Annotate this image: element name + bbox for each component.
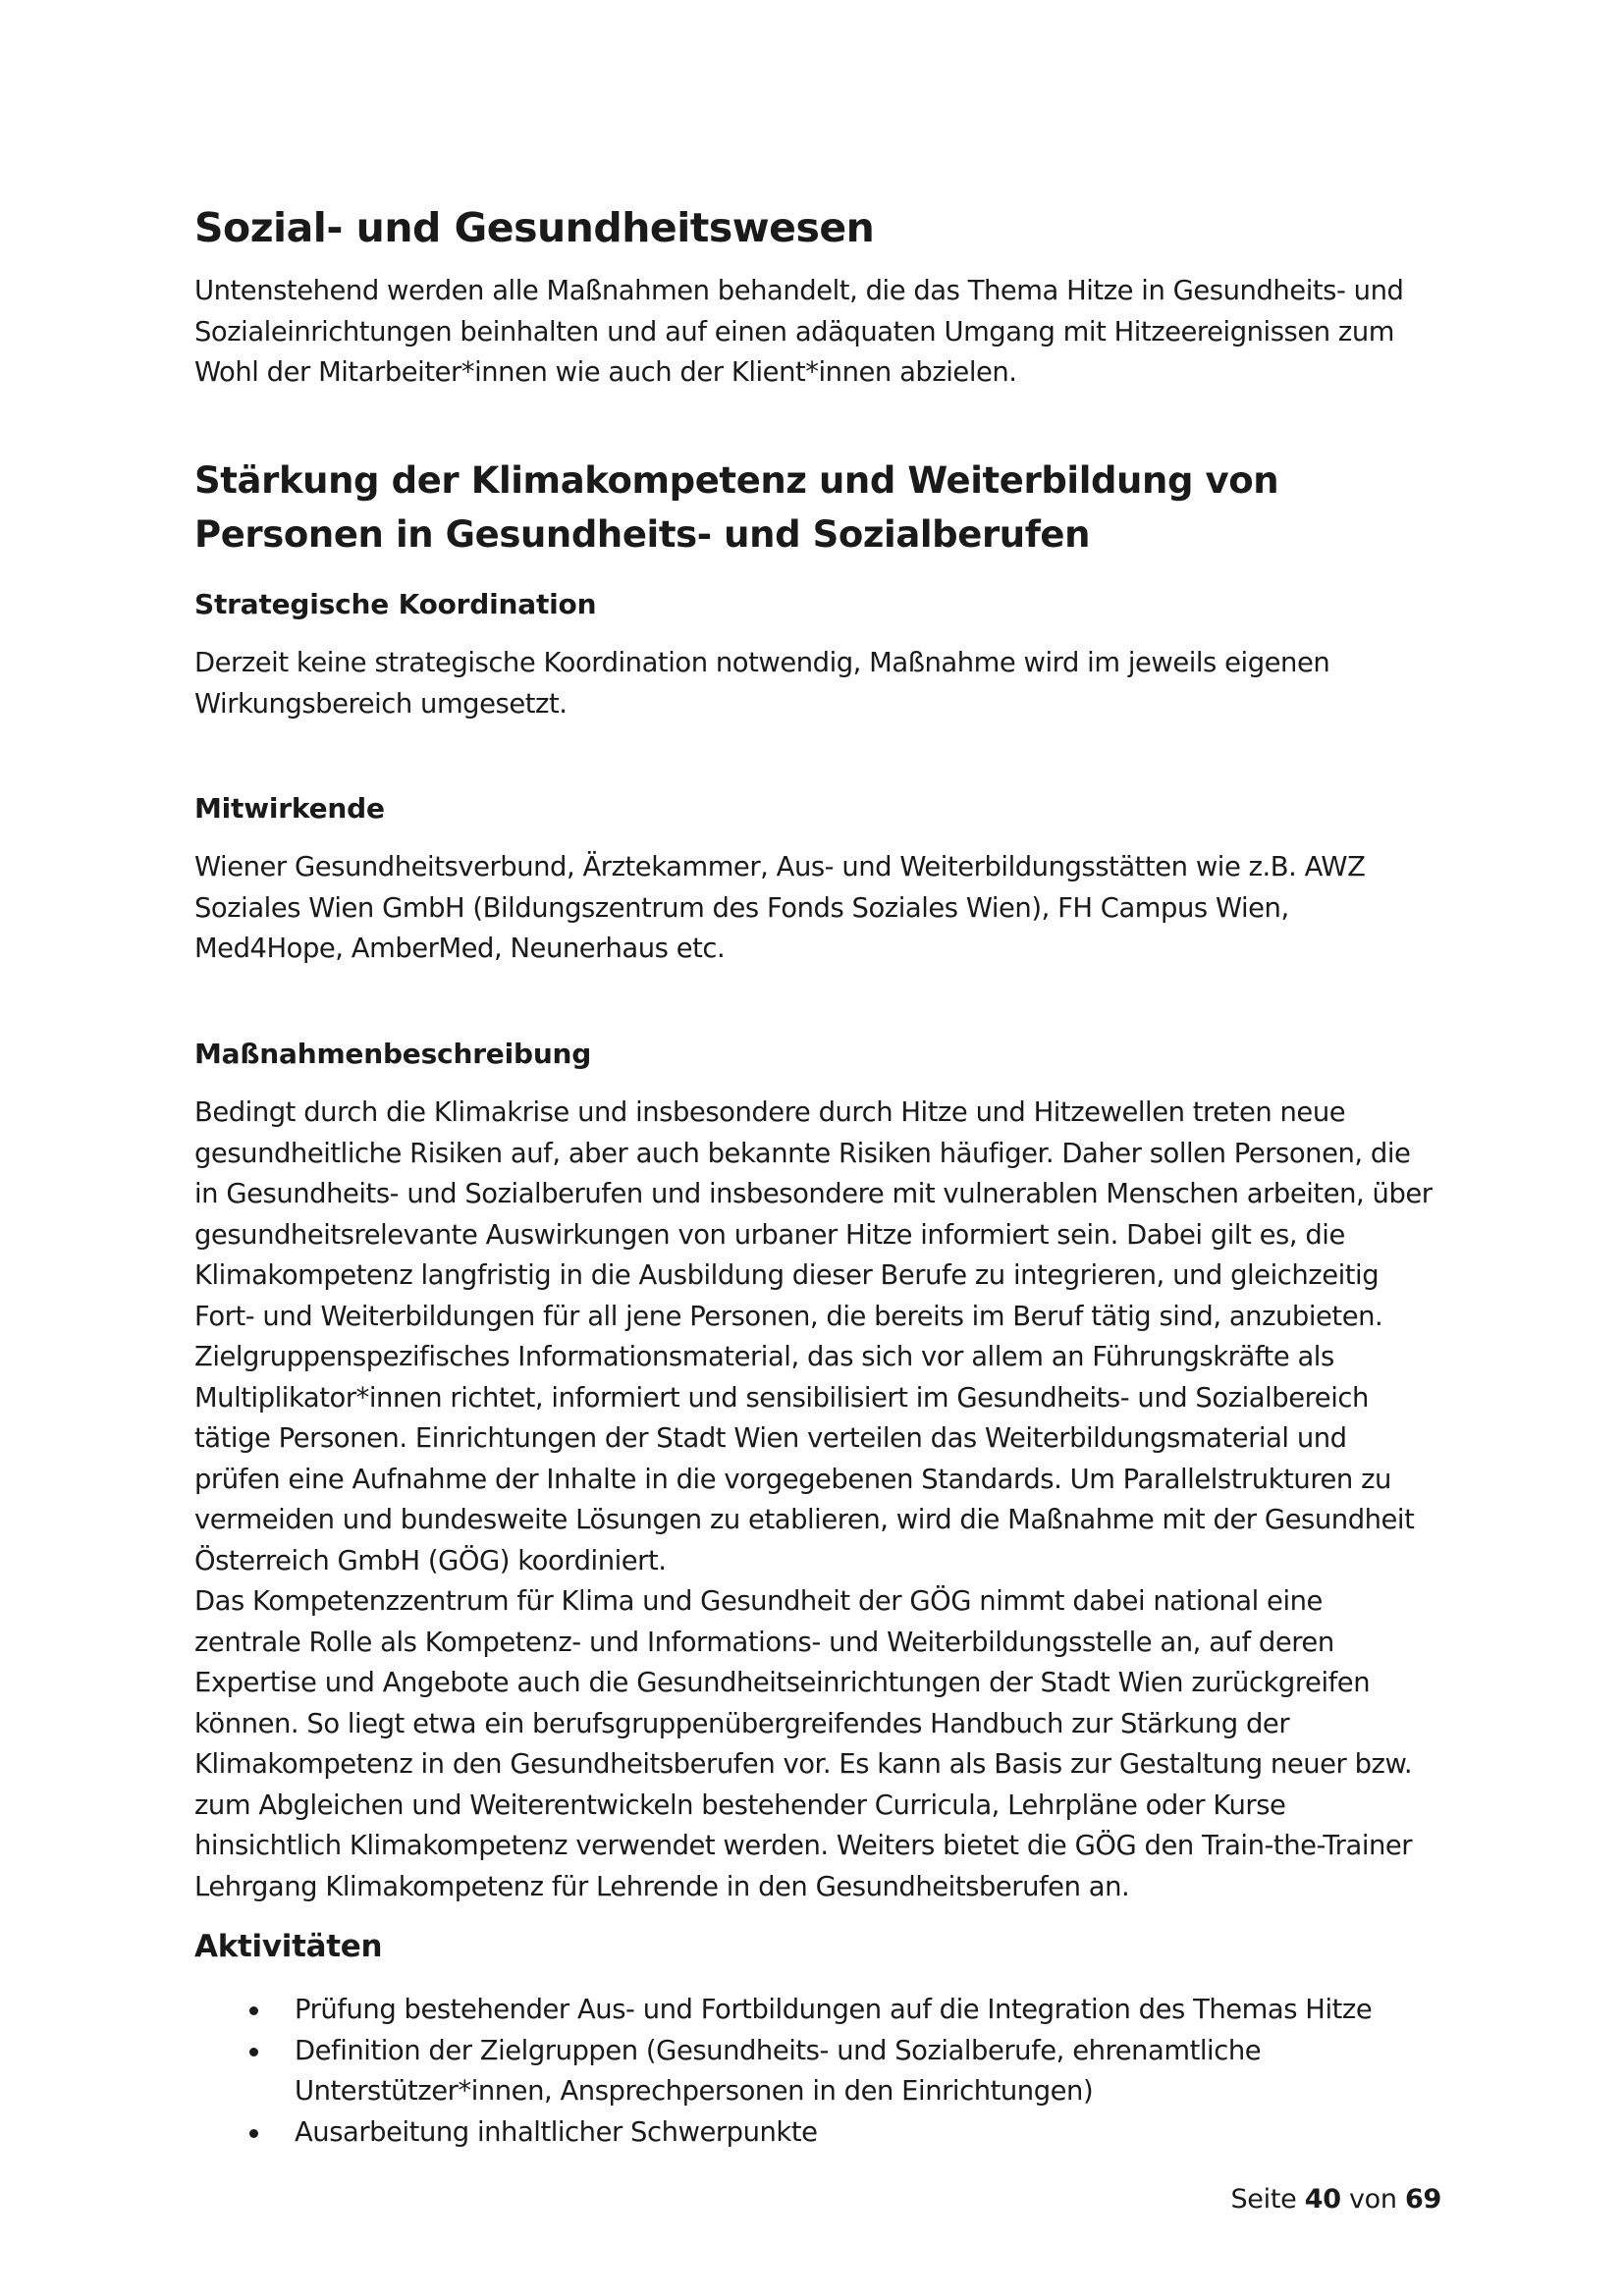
- page-number: [1230, 2180, 1441, 2219]
- bullet-icon: [249, 2006, 258, 2015]
- current-page: 40: [1304, 2184, 1341, 2215]
- bullet-icon: [249, 2048, 258, 2056]
- page-label: Seite: [1230, 2184, 1297, 2215]
- activity-text: Prüfung bestehender Aus- und Fortbildungen auf die Integration des Themas Hitze: [295, 1995, 1373, 2025]
- activity-text: Ausarbeitung inhaltlicher Schwerpunkte: [295, 2116, 818, 2148]
- list-item: [194, 1990, 1436, 2031]
- participants-heading: Mitwirkende: [194, 792, 385, 825]
- measure-title: Stärkung der Klimakompetenz und Weiterbildung von Personen in Gesundheits- und Sozialberufen: [194, 459, 1279, 556]
- section-intro: Untenstehend werden alle Maßnahmen behandelt, die das Thema Hitze in Gesundheits- und Sozialeinrichtungen beinhalten und auf einen adäquaten Umgang mit Hitzeereignissen zum Wohl der Mitarbeiter*innen wie auch der Klient*innen abzielen.: [194, 276, 1404, 388]
- participants-text: Wiener Gesundheitsverbund, Ärztekammer, Aus- und Weiterbildungsstätten wie z.B. AWZ Soziales Wien GmbH (Bildungszentrum des Fonds Soziales Wien), FH Campus Wien, Med4Hope, AmberMed, Neunerhaus etc.: [194, 852, 1366, 964]
- list-item: [194, 2031, 1436, 2112]
- description-heading: Maßnahmenbeschreibung: [194, 1038, 592, 1070]
- of-label: von: [1349, 2184, 1397, 2215]
- description-paragraph-1: Bedingt durch die Klimakrise und insbesondere durch Hitze und Hitzewellen treten neue gesundheitliche Risiken auf, aber auch bekannte Risiken häufiger. Daher sollen Personen, die in Gesundheits- und Sozialberufen und insbesondere mit vulnerablen Menschen arbeiten, über gesundheitsrelevante Auswirkungen von urbaner Hitze informiert sein. Dabei gilt es, die Klimakompetenz langfristig in die Ausbildung dieser Berufe zu integrieren, und gleichzeitig Fort- und Weiterbildungen für all jene Personen, die bereits im Beruf tätig sind, anzubieten. Zielgruppenspezifisches Informationsmaterial, das sich vor allem an Führungskräfte als Multiplikator*innen richtet, informiert und sensibilisiert im Gesundheits- und Sozialbereich tätige Personen. Einrichtungen der Stadt Wien verteilen das Weiterbildungsmaterial und prüfen eine Aufnahme der Inhalte in die vorgegebenen Standards. Um Parallelstrukturen zu vermeiden und bundesweite Lösungen zu etablieren, wird die Maßnahme mit der Gesundheit Österreich GmbH (GÖG) koordiniert.: [194, 1097, 1433, 1576]
- coordination-heading: Strategische Koordination: [194, 588, 597, 620]
- document-page: [194, 0, 1441, 2296]
- activities-heading: Aktivitäten: [194, 1929, 383, 1964]
- total-pages: 69: [1405, 2184, 1441, 2215]
- section-title: Sozial- und Gesundheitswesen: [194, 204, 875, 251]
- activities-list: [194, 1990, 1436, 2153]
- description-paragraph-2: Das Kompetenzzentrum für Klima und Gesundheit der GÖG nimmt dabei national eine zentrale Rolle als Kompetenz- und Informations- und Weiterbildungsstelle an, auf deren Expertise und Angebote auch die Gesundheitseinrichtungen der Stadt Wien zurückgreifen können. So liegt etwa ein berufsgruppenübergreifendes Handbuch zur Stärkung der Klimakompetenz in den Gesundheitsberufen vor. Es kann als Basis zur Gestaltung neuer bzw. zum Abgleichen und Weiterentwickeln bestehender Curricula, Lehrpläne oder Kurse hinsichtlich Klimakompetenz verwendet werden. Weiters bietet die GÖG den Train-the-Trainer Lehrgang Klimakompetenz für Lehrende in den Gesundheitsberufen an.: [194, 1586, 1413, 1902]
- activity-text: Definition der Zielgruppen (Gesundheits- und Sozialberufe, ehrenamtliche Unterstützer*innen, Ansprechpersonen in den Einrichtungen): [295, 2035, 1262, 2107]
- bullet-icon: [249, 2129, 258, 2138]
- list-item: [194, 2112, 1436, 2154]
- coordination-text: Derzeit keine strategische Koordination notwendig, Maßnahme wird im jeweils eigenen Wirkungsbereich umgesetzt.: [194, 648, 1330, 720]
